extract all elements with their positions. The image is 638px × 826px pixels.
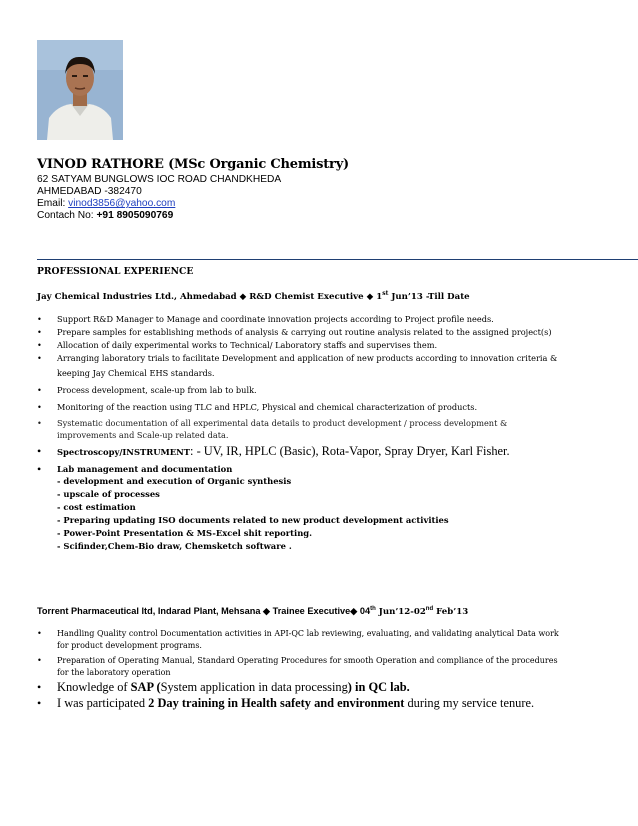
job1-bullet-6-text: Monitoring of the reaction using TLC and HPLC, Physical and chemical characterization of products.: [57, 402, 478, 412]
job1-bullet-3-text: Allocation of daily experimental works to Technical/ Laboratory staffs and supervises them.: [57, 340, 438, 350]
bullet-icon: •: [37, 418, 42, 428]
training-text-a: I was participated: [57, 696, 149, 710]
bullet-icon: •: [37, 696, 42, 710]
job1-heading-sup: st: [382, 290, 389, 297]
lab-item-2: - upscale of processes: [57, 489, 160, 499]
phone-label: Contach No:: [37, 210, 97, 221]
job2-bullet-1-cont-text: for product development programs.: [57, 641, 202, 650]
lab-title-text: Lab management and documentation: [57, 464, 233, 474]
profile-photo: [37, 40, 123, 140]
lab-item-4: - Preparing updating ISO documents related to new product development activities: [57, 515, 449, 525]
bullet-icon: •: [37, 462, 42, 476]
instrument-label: Spectroscopy/INSTRUMENT: [57, 447, 191, 457]
bullet-icon: •: [37, 444, 42, 458]
phone-line: [37, 210, 173, 222]
header-divider: [37, 259, 638, 260]
lab-item-3: - cost estimation: [57, 502, 136, 512]
address-line-1: 62 SATYAM BUNGLOWS IOC ROAD CHANDKHEDA: [37, 174, 282, 185]
job2-sup-2: nd: [425, 606, 434, 612]
lab-item-6: - Scifinder,Chem-Bio draw, Chemsketch software .: [57, 541, 292, 551]
bullet-icon: •: [37, 385, 42, 395]
lab-item-5: - Power-Point Presentation & MS-Excel shit reporting.: [57, 528, 313, 538]
bullet-icon: •: [37, 655, 42, 665]
job2-heading-b: Jun’12-02: [375, 607, 426, 618]
job2-heading-c: Feb’13: [433, 607, 469, 618]
job2-bullet-1-text: Handling Quality control Documentation activities in API-QC lab reviewing, evaluating, and validating analytical Data work: [57, 629, 559, 638]
job2-sup-1: th: [370, 606, 376, 612]
job1-heading-tail: Jun’13 -Till Date: [388, 291, 470, 302]
bullet-icon: •: [37, 314, 42, 324]
profile-photo-image: [37, 40, 123, 140]
job1-bullet-2-text: Prepare samples for establishing methods of analysis & carrying out routine analysis related to the assigned project(s): [57, 327, 552, 337]
email-label: Email:: [37, 198, 69, 209]
bullet-icon: •: [37, 327, 42, 337]
job1-bullet-1-text: Support R&D Manager to Manage and coordinate innovation projects according to Project profile needs.: [57, 314, 494, 324]
email-link[interactable]: vinod3856@yahoo.com: [68, 198, 176, 209]
training-text-b: 2 Day training in Health safety and environment: [148, 696, 405, 710]
sap-text-a: Knowledge of: [57, 680, 131, 694]
job1-heading: [37, 290, 470, 302]
candidate-name: VINOD RATHORE (MSc Organic Chemistry): [37, 157, 350, 172]
bullet-icon: •: [37, 353, 42, 363]
bullet-icon: •: [37, 680, 42, 694]
job1-bullet-5-text: Process development, scale-up from lab to bulk.: [57, 385, 257, 395]
job1-bullet-7-text: Systematic documentation of all experimental data details to product development / process development &: [57, 418, 508, 428]
job2-bullet-2-text: Preparation of Operating Manual, Standard Operating Procedures for smooth Operation and compliance of the procedures: [57, 656, 558, 665]
job2-heading-a: Torrent Pharmaceutical ltd, Indarad Plant, Mehsana ◆ Trainee Executive◆ 04: [37, 606, 371, 617]
job1-bullet-7-cont-text: improvements and Scale-up related data.: [57, 430, 229, 440]
instrument-text: : - UV, IR, HPLC (Basic), Rota-Vapor, Spray Dryer, Karl Fisher.: [190, 444, 510, 458]
email-line: [37, 198, 175, 210]
phone-value: +91 8905090769: [96, 210, 174, 221]
bullet-icon: •: [37, 402, 42, 412]
job1-bullet-4-cont-text: keeping Jay Chemical EHS standards.: [57, 368, 215, 378]
job1-bullet-4-text: Arranging laboratory trials to facilitate Development and application of new products according to innovation criteria &: [57, 353, 558, 363]
sap-text-c: System application in data processing: [160, 680, 348, 694]
sap-text-b: SAP (: [130, 680, 161, 694]
job2-heading: [37, 606, 468, 617]
job1-heading-text: Jay Chemical Industries Ltd., Ahmedabad ◆ R&D Chemist Executive ◆ 1: [37, 291, 383, 302]
bullet-icon: •: [37, 628, 42, 638]
training-text-c: during my service tenure.: [404, 696, 535, 710]
address-line-2: AHMEDABAD -382470: [37, 186, 142, 197]
bullet-icon: •: [37, 340, 42, 350]
job2-bullet-2-cont-text: for the laboratory operation: [57, 668, 171, 677]
sap-text-d: ) in QC lab.: [347, 680, 410, 694]
lab-item-1: - development and execution of Organic synthesis: [57, 476, 292, 486]
section-title: PROFESSIONAL EXPERIENCE: [37, 266, 194, 277]
